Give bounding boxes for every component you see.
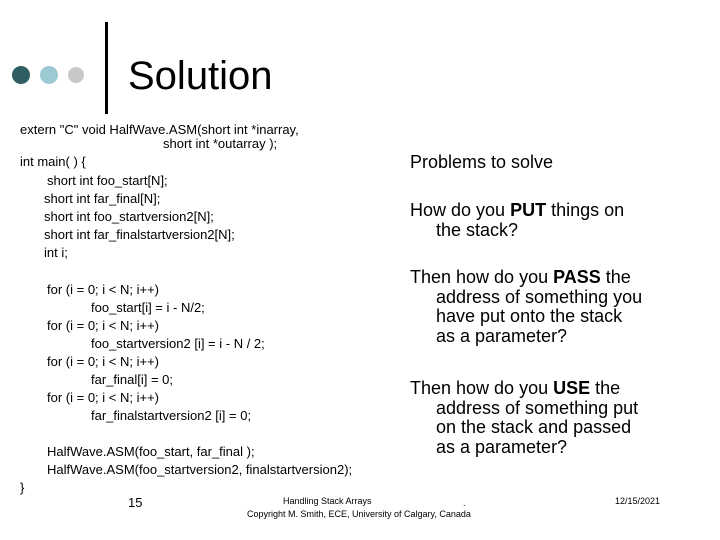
bullet-pass-line-2: address of something you: [436, 286, 643, 307]
bullet-put-line-2: the stack?: [436, 219, 519, 240]
bullet-put-line-1: [410, 201, 624, 221]
code-line-var-2: short int far_final[N];: [44, 191, 161, 206]
code-line-main: int main( ) {: [20, 154, 86, 169]
bullet-use-keyword: USE: [553, 378, 591, 398]
bullet-pass-pre: Then how do you: [410, 267, 554, 287]
footer-dot: .: [463, 498, 466, 508]
bullet-pass-keyword: PASS: [553, 267, 601, 287]
code-line-loop-4-body: far_finalstartversion2 [i] = 0;: [91, 408, 252, 423]
bullet-put-keyword: PUT: [510, 200, 547, 220]
code-line-var-5: int i;: [44, 245, 68, 260]
bullet-use-line-2: address of something put: [436, 397, 639, 418]
bullet-use-post: the: [590, 378, 621, 398]
footer-course-title: Handling Stack Arrays: [283, 496, 372, 506]
page-number: 15: [128, 495, 143, 510]
bullet-pass: [410, 268, 642, 346]
bullet-use: [410, 379, 638, 457]
bullet-put-pre: How do you: [410, 200, 511, 220]
decor-dot-teal: [40, 66, 58, 84]
bullet-pass-line-1: [410, 268, 642, 288]
problems-heading: [410, 153, 553, 173]
bullet-pass-line-4: as a parameter?: [436, 325, 568, 346]
decor-dot-dark: [12, 66, 30, 84]
decor-dot-gray: [68, 67, 84, 83]
bullet-pass-post: the: [600, 267, 631, 287]
code-line-loop-3: for (i = 0; i < N; i++): [47, 354, 159, 369]
code-line-close: }: [20, 480, 25, 495]
code-line-var-1: short int foo_start[N];: [47, 173, 168, 188]
bullet-use-line-4: as a parameter?: [436, 436, 568, 457]
title-divider: [105, 22, 108, 114]
bullet-put-post: things on: [546, 200, 625, 220]
code-line-call-2: HalfWave.ASM(foo_startversion2, finalstartversion2);: [47, 462, 353, 477]
bullet-use-line-3: on the stack and passed: [436, 417, 632, 437]
bullet-use-pre: Then how do you: [410, 378, 554, 398]
code-line-loop-4: for (i = 0; i < N; i++): [47, 390, 159, 405]
slide-title: Solution: [128, 54, 273, 98]
code-line-loop-1: for (i = 0; i < N; i++): [47, 282, 159, 297]
code-line-var-4: short int far_finalstartversion2[N];: [44, 227, 235, 242]
code-line-loop-3-body: far_final[i] = 0;: [91, 372, 174, 387]
code-line-loop-2: for (i = 0; i < N; i++): [47, 318, 159, 333]
footer-copyright: Copyright M. Smith, ECE, University of Calgary, Canada: [247, 509, 471, 519]
code-line-loop-2-body: foo_startversion2 [i] = i - N / 2;: [91, 336, 265, 351]
bullet-pass-line-3: have put onto the stack: [436, 306, 623, 326]
footer-date: 12/15/2021: [615, 496, 661, 506]
code-line-extern: extern "C" void HalfWave.ASM(short int *inarray,: [20, 122, 299, 137]
code-line-extern-cont: short int *outarray );: [163, 136, 278, 151]
bullet-put: [410, 201, 624, 240]
bullet-use-line-1: [410, 379, 638, 399]
problems-heading-text: Problems to solve: [410, 152, 554, 172]
code-line-var-3: short int foo_startversion2[N];: [44, 209, 214, 224]
code-line-call-1: HalfWave.ASM(foo_start, far_final );: [47, 444, 255, 459]
code-line-loop-1-body: foo_start[i] = i - N/2;: [91, 300, 205, 315]
